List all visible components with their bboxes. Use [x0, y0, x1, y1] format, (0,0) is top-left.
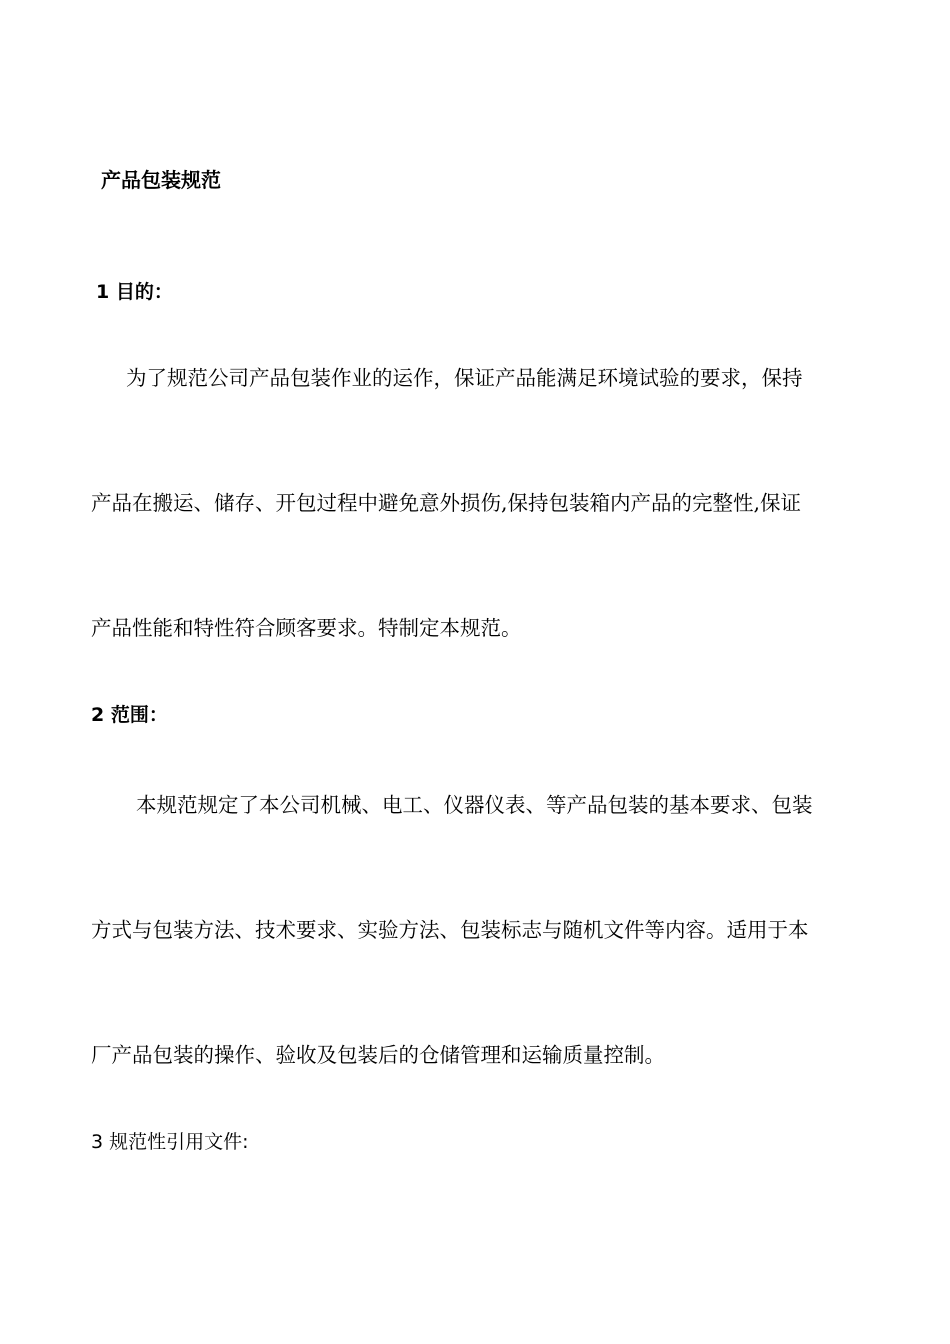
- document-title: 产品包装规范: [101, 168, 221, 192]
- section-2-paragraph-line-1: 本规范规定了本公司机械、电工、仪器仪表、等产品包装的基本要求、包装: [136, 793, 813, 817]
- section-3-heading: 3 规范性引用文件:: [91, 1131, 249, 1153]
- section-2-heading: 2 范围：: [91, 704, 168, 726]
- section-1-heading: 1 目的：: [96, 281, 173, 303]
- section-1-paragraph-line-1: 为了规范公司产品包装作业的运作，保证产品能满足环境试验的要求，保持: [126, 366, 803, 390]
- section-2-paragraph-line-3: 厂产品包装的操作、验收及包装后的仓储管理和运输质量控制。: [91, 1043, 665, 1067]
- section-1-paragraph-line-2: 产品在搬运、储存、开包过程中避免意外损伤,保持包装箱内产品的完整性,保证: [91, 491, 802, 515]
- section-1-paragraph-line-3: 产品性能和特性符合顾客要求。特制定本规范。: [91, 616, 522, 640]
- section-2-paragraph-line-2: 方式与包装方法、技术要求、实验方法、包装标志与随机文件等内容。适用于本: [91, 918, 809, 942]
